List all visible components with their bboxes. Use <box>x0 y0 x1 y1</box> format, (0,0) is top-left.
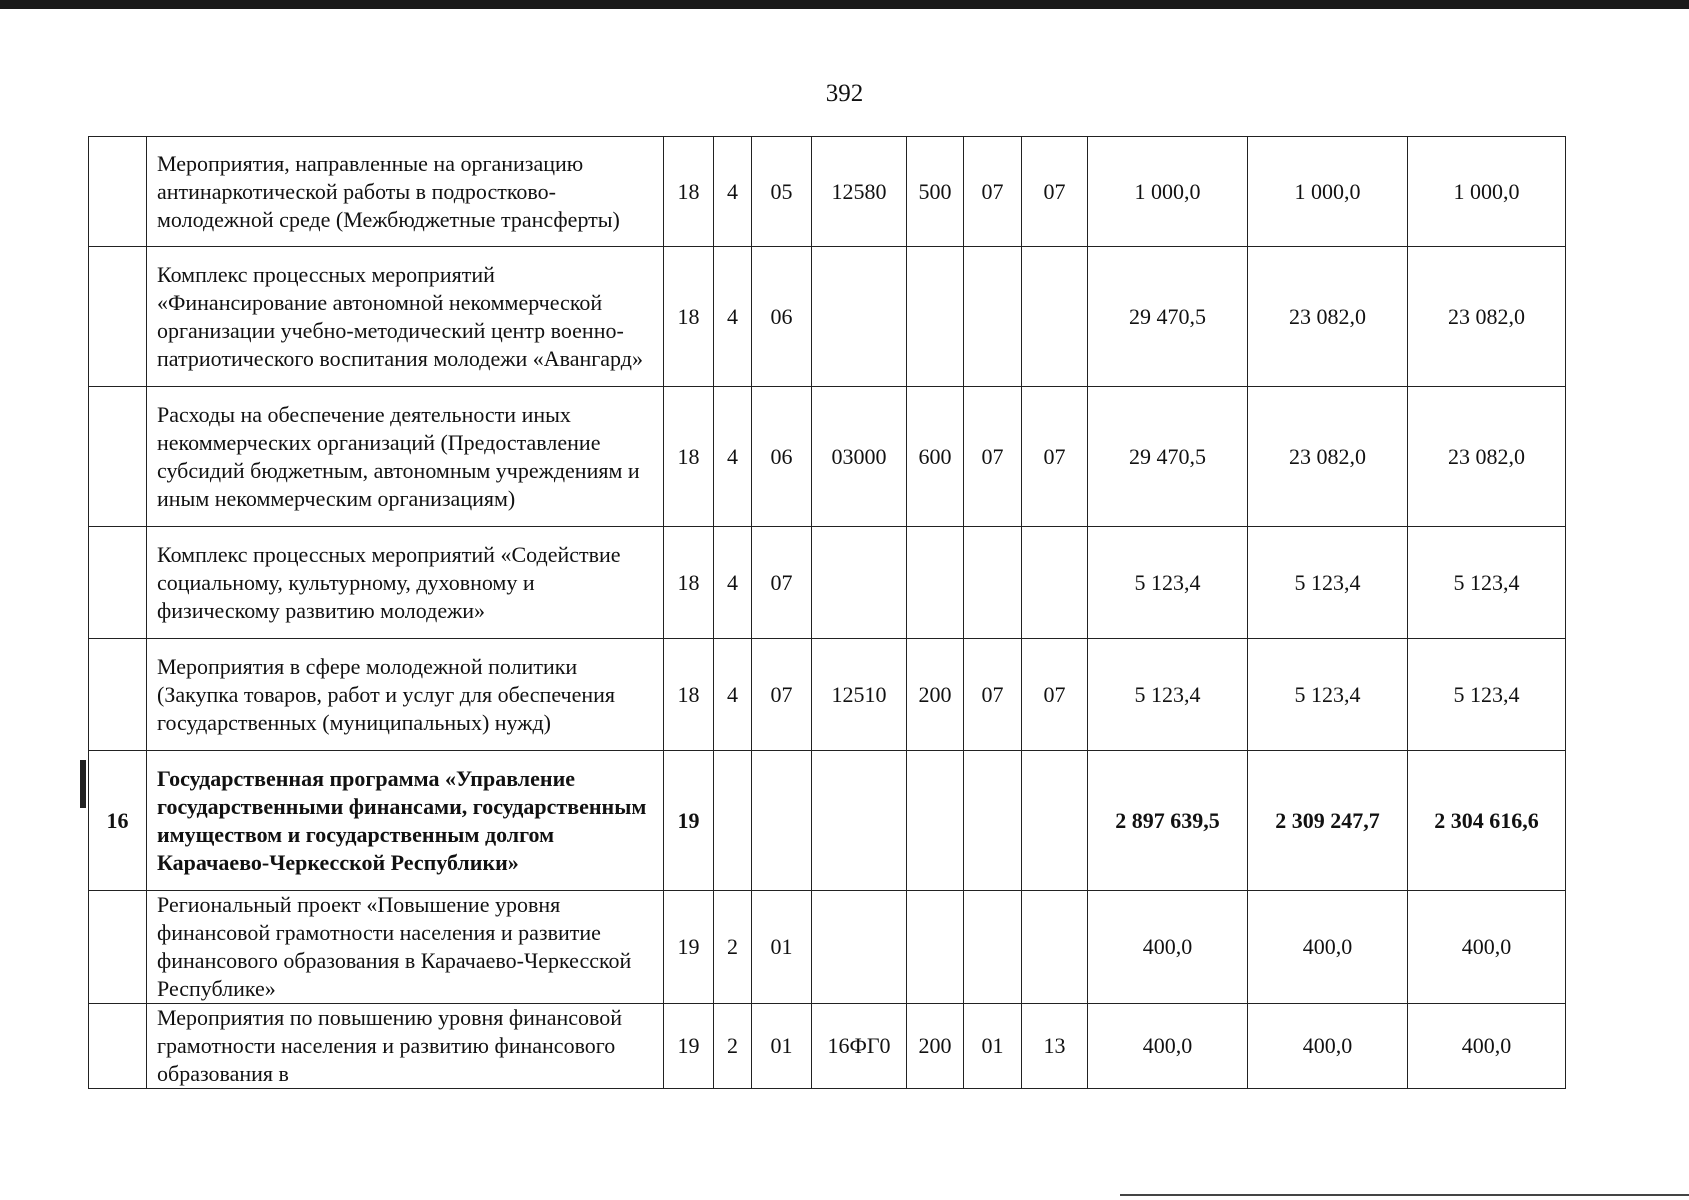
code-subsection-cell: 07 <box>1022 137 1088 247</box>
item-name-cell: Комплекс процессных мероприятий «Финансирование автономной некоммерческой организации учебно-методический центр военно-патриотического воспитания молодежи «Авангард» <box>147 247 664 387</box>
amount-year3-cell: 5 123,4 <box>1408 639 1566 751</box>
amount-year2-cell: 400,0 <box>1248 1004 1408 1089</box>
amount-year2-cell: 2 309 247,7 <box>1248 751 1408 891</box>
budget-table <box>88 136 1566 1089</box>
code-section-cell: 07 <box>964 387 1022 527</box>
code-vr-cell <box>907 751 964 891</box>
row-number-cell <box>89 247 147 387</box>
amount-year2-cell: 23 082,0 <box>1248 247 1408 387</box>
code-section-cell: 01 <box>964 1004 1022 1089</box>
code-vr-cell <box>907 247 964 387</box>
amount-year1-cell: 2 897 639,5 <box>1088 751 1248 891</box>
code-subsection-cell <box>1022 891 1088 1004</box>
item-name-cell: Государственная программа «Управление государственными финансами, государственным имуществом и государственным долгом Карачаево-Черкесской Республики» <box>147 751 664 891</box>
code-direction-cell: 12510 <box>812 639 907 751</box>
code-direction-cell <box>812 891 907 1004</box>
code-subsection-cell: 13 <box>1022 1004 1088 1089</box>
amount-year1-cell: 5 123,4 <box>1088 639 1248 751</box>
table-row <box>89 891 1566 1004</box>
table-row <box>89 527 1566 639</box>
code-vr-cell: 200 <box>907 639 964 751</box>
amount-year3-cell: 400,0 <box>1408 1004 1566 1089</box>
code-type-cell: 4 <box>714 247 752 387</box>
amount-year1-cell: 5 123,4 <box>1088 527 1248 639</box>
table-body <box>89 137 1566 1089</box>
amount-year2-cell: 400,0 <box>1248 891 1408 1004</box>
row-number-cell <box>89 527 147 639</box>
code-gp-cell: 19 <box>664 891 714 1004</box>
bottom-rule <box>1120 1194 1689 1196</box>
table-row <box>89 751 1566 891</box>
code-direction-cell: 12580 <box>812 137 907 247</box>
amount-year3-cell: 23 082,0 <box>1408 387 1566 527</box>
code-type-cell: 4 <box>714 137 752 247</box>
code-direction-cell <box>812 247 907 387</box>
amount-year1-cell: 29 470,5 <box>1088 247 1248 387</box>
code-type-cell: 4 <box>714 639 752 751</box>
code-gp-cell: 18 <box>664 387 714 527</box>
table-row <box>89 387 1566 527</box>
table-row <box>89 247 1566 387</box>
code-struct-cell: 01 <box>752 891 812 1004</box>
item-name-cell: Региональный проект «Повышение уровня финансовой грамотности населения и развитие финансового образования в Карачаево-Черкесской Республике» <box>147 891 664 1004</box>
code-struct-cell: 06 <box>752 387 812 527</box>
code-gp-cell: 19 <box>664 751 714 891</box>
row-number-cell <box>89 137 147 247</box>
code-direction-cell <box>812 527 907 639</box>
code-direction-cell: 03000 <box>812 387 907 527</box>
amount-year3-cell: 400,0 <box>1408 891 1566 1004</box>
row-number-cell <box>89 639 147 751</box>
item-name-cell: Расходы на обеспечение деятельности иных некоммерческих организаций (Предоставление субсидий бюджетным, автономным учреждениям и иным некоммерческим организациям) <box>147 387 664 527</box>
code-section-cell <box>964 247 1022 387</box>
code-struct-cell: 07 <box>752 639 812 751</box>
item-name-cell: Мероприятия по повышению уровня финансовой грамотности населения и развитию финансового образования в <box>147 1004 664 1089</box>
code-gp-cell: 18 <box>664 527 714 639</box>
page-number: 392 <box>825 80 864 107</box>
amount-year2-cell: 5 123,4 <box>1248 527 1408 639</box>
top-border-rule <box>0 0 1689 9</box>
code-vr-cell: 200 <box>907 1004 964 1089</box>
amount-year3-cell: 1 000,0 <box>1408 137 1566 247</box>
item-name-cell: Мероприятия в сфере молодежной политики (Закупка товаров, работ и услуг для обеспечения государственных (муниципальных) нужд) <box>147 639 664 751</box>
code-type-cell: 4 <box>714 527 752 639</box>
code-type-cell: 2 <box>714 891 752 1004</box>
code-direction-cell <box>812 751 907 891</box>
amount-year3-cell: 2 304 616,6 <box>1408 751 1566 891</box>
amount-year2-cell: 5 123,4 <box>1248 639 1408 751</box>
row-number-cell: 16 <box>89 751 147 891</box>
code-subsection-cell <box>1022 527 1088 639</box>
code-gp-cell: 18 <box>664 137 714 247</box>
amount-year2-cell: 1 000,0 <box>1248 137 1408 247</box>
item-name-cell: Мероприятия, направленные на организацию антинаркотической работы в подростково-молодежной среде (Межбюджетные трансферты) <box>147 137 664 247</box>
table-row <box>89 1004 1566 1089</box>
row-number-cell <box>89 891 147 1004</box>
code-type-cell: 2 <box>714 1004 752 1089</box>
code-subsection-cell <box>1022 247 1088 387</box>
amount-year1-cell: 29 470,5 <box>1088 387 1248 527</box>
code-struct-cell: 01 <box>752 1004 812 1089</box>
code-section-cell: 07 <box>964 137 1022 247</box>
row-number-cell <box>89 387 147 527</box>
amount-year1-cell: 1 000,0 <box>1088 137 1248 247</box>
table-row <box>89 137 1566 247</box>
code-vr-cell <box>907 891 964 1004</box>
row-number-cell <box>89 1004 147 1089</box>
code-subsection-cell <box>1022 751 1088 891</box>
code-struct-cell: 07 <box>752 527 812 639</box>
amount-year2-cell: 23 082,0 <box>1248 387 1408 527</box>
code-subsection-cell: 07 <box>1022 639 1088 751</box>
code-struct-cell: 05 <box>752 137 812 247</box>
amount-year3-cell: 23 082,0 <box>1408 247 1566 387</box>
code-struct-cell <box>752 751 812 891</box>
amount-year1-cell: 400,0 <box>1088 891 1248 1004</box>
code-gp-cell: 18 <box>664 639 714 751</box>
amount-year3-cell: 5 123,4 <box>1408 527 1566 639</box>
code-section-cell: 07 <box>964 639 1022 751</box>
code-type-cell <box>714 751 752 891</box>
code-subsection-cell: 07 <box>1022 387 1088 527</box>
code-section-cell <box>964 891 1022 1004</box>
code-gp-cell: 18 <box>664 247 714 387</box>
code-vr-cell: 500 <box>907 137 964 247</box>
code-struct-cell: 06 <box>752 247 812 387</box>
code-direction-cell: 16ФГ0 <box>812 1004 907 1089</box>
amount-year1-cell: 400,0 <box>1088 1004 1248 1089</box>
code-vr-cell: 600 <box>907 387 964 527</box>
code-vr-cell <box>907 527 964 639</box>
scan-artifact <box>80 760 86 808</box>
item-name-cell: Комплекс процессных мероприятий «Содействие социальному, культурному, духовному и физическому развитию молодежи» <box>147 527 664 639</box>
code-section-cell <box>964 527 1022 639</box>
code-type-cell: 4 <box>714 387 752 527</box>
code-section-cell <box>964 751 1022 891</box>
code-gp-cell: 19 <box>664 1004 714 1089</box>
table-row <box>89 639 1566 751</box>
